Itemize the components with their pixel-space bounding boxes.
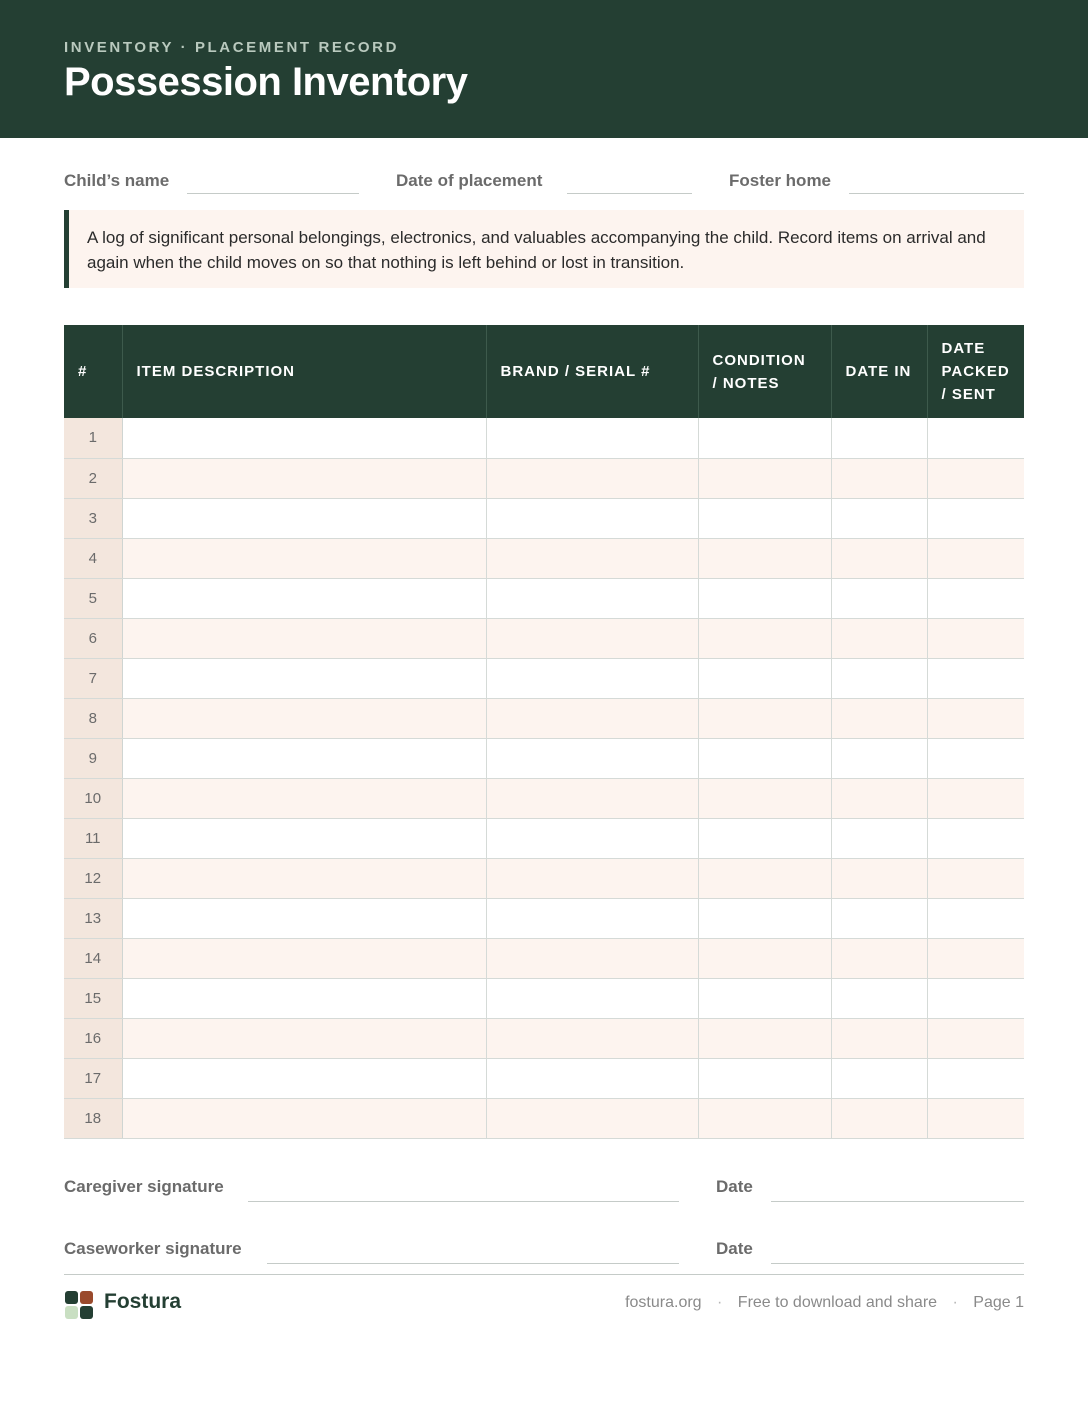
date-in-cell[interactable]: [831, 1098, 927, 1138]
footer-separator: ·: [717, 1294, 723, 1311]
child-info-fields: [64, 168, 1024, 198]
row-number: 12: [64, 858, 122, 898]
brand-serial-cell[interactable]: [486, 418, 698, 458]
header-condition-line2: / NOTES: [712, 374, 780, 392]
brand-serial-cell[interactable]: [486, 1058, 698, 1098]
table-row: [64, 1098, 1024, 1138]
logo-square-4: [80, 1306, 93, 1319]
condition-notes-cell[interactable]: [698, 618, 831, 658]
table-row: [64, 578, 1024, 618]
table-header-row: [64, 325, 1024, 418]
date-of-placement-field[interactable]: [567, 193, 692, 194]
condition-notes-cell[interactable]: [698, 498, 831, 538]
date-in-cell[interactable]: [831, 778, 927, 818]
brand-serial-cell[interactable]: [486, 818, 698, 858]
footer-page-number: Page 1: [973, 1294, 1024, 1311]
brand-name: Fostura: [104, 1290, 182, 1313]
table-row: [64, 618, 1024, 658]
row-number: 10: [64, 778, 122, 818]
date-in-cell[interactable]: [831, 898, 927, 938]
condition-notes-cell[interactable]: [698, 698, 831, 738]
date-in-cell[interactable]: [831, 538, 927, 578]
instructions-text: A log of significant personal belongings, electronics, and valuables accompanying the child. Record items on arrival and again when the child moves on so that nothing is left behind or lost in transition.: [87, 228, 986, 272]
child-name-field[interactable]: [187, 193, 359, 194]
header-packed-line2: PACKED: [941, 363, 1010, 380]
caregiver-signature-field[interactable]: [248, 1201, 679, 1202]
date-packed-sent-cell[interactable]: [927, 778, 1024, 818]
date-packed-sent-cell[interactable]: [927, 818, 1024, 858]
row-number: 1: [64, 418, 122, 458]
header-date-in: DATE IN: [831, 325, 927, 418]
condition-notes-cell[interactable]: [698, 938, 831, 978]
item-description-cell[interactable]: [122, 418, 486, 458]
row-number: 13: [64, 898, 122, 938]
header-item-description: ITEM DESCRIPTION: [122, 325, 486, 418]
row-number: 4: [64, 538, 122, 578]
item-description-cell[interactable]: [122, 618, 486, 658]
table-row: [64, 778, 1024, 818]
fostura-logo-icon: [65, 1291, 93, 1319]
table-row: [64, 738, 1024, 778]
condition-notes-cell[interactable]: [698, 778, 831, 818]
row-number: 2: [64, 458, 122, 498]
condition-notes-cell[interactable]: [698, 858, 831, 898]
condition-notes-cell[interactable]: [698, 538, 831, 578]
row-number: 9: [64, 738, 122, 778]
date-of-placement-label: Date of placement: [396, 171, 543, 190]
instructions-callout: [64, 210, 1024, 288]
logo-square-3: [65, 1306, 78, 1319]
date-in-cell[interactable]: [831, 858, 927, 898]
logo-square-2: [80, 1291, 93, 1304]
condition-notes-cell[interactable]: [698, 1018, 831, 1058]
date-in-cell[interactable]: [831, 818, 927, 858]
caseworker-signature-label: Caseworker signature: [64, 1239, 242, 1258]
row-number: 6: [64, 618, 122, 658]
table-row: [64, 898, 1024, 938]
table-row: [64, 698, 1024, 738]
footer-meta: [625, 1294, 1024, 1312]
header-packed-line1: DATE: [941, 340, 986, 357]
brand-serial-cell[interactable]: [486, 498, 698, 538]
brand-serial-cell[interactable]: [486, 778, 698, 818]
table-row: [64, 418, 1024, 458]
caseworker-date-field[interactable]: [771, 1263, 1024, 1264]
row-number: 7: [64, 658, 122, 698]
date-in-cell[interactable]: [831, 418, 927, 458]
date-in-cell[interactable]: [831, 458, 927, 498]
table-row: [64, 498, 1024, 538]
item-description-cell[interactable]: [122, 858, 486, 898]
header-eyebrow: INVENTORY · PLACEMENT RECORD: [64, 39, 400, 56]
brand-serial-cell[interactable]: [486, 538, 698, 578]
caseworker-signature-field[interactable]: [267, 1263, 679, 1264]
date-packed-sent-cell[interactable]: [927, 898, 1024, 938]
date-in-cell[interactable]: [831, 938, 927, 978]
brand-serial-cell[interactable]: [486, 858, 698, 898]
condition-notes-cell[interactable]: [698, 978, 831, 1018]
condition-notes-cell[interactable]: [698, 418, 831, 458]
item-description-cell[interactable]: [122, 1098, 486, 1138]
condition-notes-cell[interactable]: [698, 458, 831, 498]
brand-serial-cell[interactable]: [486, 898, 698, 938]
row-number: 8: [64, 698, 122, 738]
condition-notes-cell[interactable]: [698, 818, 831, 858]
brand-serial-cell[interactable]: [486, 458, 698, 498]
date-in-cell[interactable]: [831, 498, 927, 538]
row-number: 3: [64, 498, 122, 538]
table-row: [64, 658, 1024, 698]
logo-square-1: [65, 1291, 78, 1304]
table-row: [64, 818, 1024, 858]
date-in-cell[interactable]: [831, 1058, 927, 1098]
date-packed-sent-cell[interactable]: [927, 578, 1024, 618]
row-number: 16: [64, 1018, 122, 1058]
item-description-cell[interactable]: [122, 1018, 486, 1058]
date-packed-sent-cell[interactable]: [927, 738, 1024, 778]
brand-serial-cell[interactable]: [486, 1018, 698, 1058]
row-number: 14: [64, 938, 122, 978]
brand-serial-cell[interactable]: [486, 618, 698, 658]
foster-home-field[interactable]: [849, 193, 1024, 194]
inventory-table-body: [64, 418, 1024, 1138]
brand-serial-cell[interactable]: [486, 658, 698, 698]
date-in-cell[interactable]: [831, 658, 927, 698]
date-packed-sent-cell[interactable]: [927, 1098, 1024, 1138]
header-brand-serial: BRAND / SERIAL #: [486, 325, 698, 418]
header-condition-line1: CONDITION: [712, 351, 806, 369]
child-name-label: Child’s name: [64, 171, 170, 190]
condition-notes-cell[interactable]: [698, 898, 831, 938]
item-description-cell[interactable]: [122, 458, 486, 498]
caregiver-date-label: Date: [716, 1177, 753, 1196]
item-description-cell[interactable]: [122, 538, 486, 578]
date-packed-sent-cell[interactable]: [927, 858, 1024, 898]
table-row: [64, 938, 1024, 978]
date-packed-sent-cell[interactable]: [927, 458, 1024, 498]
date-packed-sent-cell[interactable]: [927, 698, 1024, 738]
inventory-table: [64, 325, 1024, 1139]
item-description-cell[interactable]: [122, 898, 486, 938]
brand-serial-cell[interactable]: [486, 578, 698, 618]
date-packed-sent-cell[interactable]: [927, 618, 1024, 658]
condition-notes-cell[interactable]: [698, 1058, 831, 1098]
caseworker-signature-row: [64, 1239, 1024, 1269]
footer-divider: [64, 1274, 1024, 1275]
date-packed-sent-cell[interactable]: [927, 498, 1024, 538]
condition-notes-cell[interactable]: [698, 658, 831, 698]
date-packed-sent-cell[interactable]: [927, 938, 1024, 978]
footer-separator: ·: [952, 1294, 958, 1311]
inventory-table-wrapper: [64, 325, 1024, 1139]
page-header: [0, 0, 1088, 138]
item-description-cell[interactable]: [122, 978, 486, 1018]
date-packed-sent-cell[interactable]: [927, 538, 1024, 578]
date-packed-sent-cell[interactable]: [927, 1058, 1024, 1098]
item-description-cell[interactable]: [122, 698, 486, 738]
date-in-cell[interactable]: [831, 738, 927, 778]
row-number: 11: [64, 818, 122, 858]
item-description-cell[interactable]: [122, 498, 486, 538]
table-row: [64, 978, 1024, 1018]
condition-notes-cell[interactable]: [698, 738, 831, 778]
date-in-cell[interactable]: [831, 618, 927, 658]
brand-serial-cell[interactable]: [486, 738, 698, 778]
table-row: [64, 538, 1024, 578]
table-row: [64, 1018, 1024, 1058]
row-number: 18: [64, 1098, 122, 1138]
date-in-cell[interactable]: [831, 698, 927, 738]
date-packed-sent-cell[interactable]: [927, 978, 1024, 1018]
header-condition-notes: [698, 325, 831, 418]
date-packed-sent-cell[interactable]: [927, 418, 1024, 458]
condition-notes-cell[interactable]: [698, 578, 831, 618]
item-description-cell[interactable]: [122, 818, 486, 858]
header-date-packed-sent: [927, 325, 1024, 418]
item-description-cell[interactable]: [122, 938, 486, 978]
brand-serial-cell[interactable]: [486, 938, 698, 978]
date-in-cell[interactable]: [831, 578, 927, 618]
page-title: Possession Inventory: [64, 60, 468, 104]
header-packed-line3: / SENT: [941, 386, 996, 403]
row-number: 17: [64, 1058, 122, 1098]
header-number: #: [64, 325, 122, 418]
item-description-cell[interactable]: [122, 778, 486, 818]
foster-home-label: Foster home: [729, 171, 832, 190]
caregiver-signature-label: Caregiver signature: [64, 1177, 224, 1196]
brand-serial-cell[interactable]: [486, 698, 698, 738]
table-row: [64, 458, 1024, 498]
caregiver-date-field[interactable]: [771, 1201, 1024, 1202]
caseworker-date-label: Date: [716, 1239, 753, 1258]
condition-notes-cell[interactable]: [698, 1098, 831, 1138]
brand-serial-cell[interactable]: [486, 978, 698, 1018]
date-in-cell[interactable]: [831, 1018, 927, 1058]
row-number: 15: [64, 978, 122, 1018]
table-row: [64, 1058, 1024, 1098]
brand-serial-cell[interactable]: [486, 1098, 698, 1138]
item-description-cell[interactable]: [122, 738, 486, 778]
item-description-cell[interactable]: [122, 658, 486, 698]
item-description-cell[interactable]: [122, 1058, 486, 1098]
date-in-cell[interactable]: [831, 978, 927, 1018]
date-packed-sent-cell[interactable]: [927, 1018, 1024, 1058]
footer-tagline: Free to download and share: [737, 1294, 938, 1311]
caregiver-signature-row: [64, 1177, 1024, 1207]
table-row: [64, 858, 1024, 898]
date-packed-sent-cell[interactable]: [927, 658, 1024, 698]
item-description-cell[interactable]: [122, 578, 486, 618]
row-number: 5: [64, 578, 122, 618]
footer-site-link[interactable]: fostura.org: [625, 1294, 702, 1311]
